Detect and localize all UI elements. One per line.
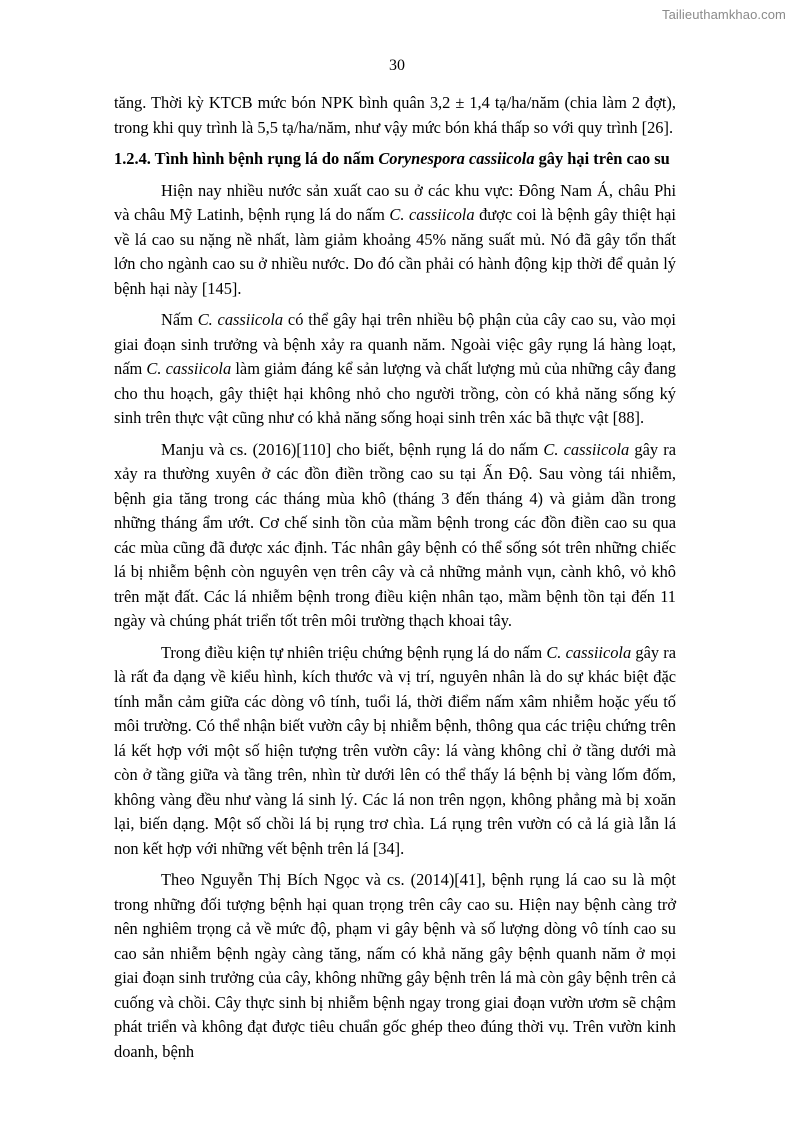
heading-text-end: gây hại trên cao su: [534, 149, 670, 168]
paragraph-1: [114, 179, 676, 302]
paragraph-text: Theo Nguyễn Thị Bích Ngọc và cs. (2014)[41], bệnh rụng lá cao su là một trong những đối tượng bệnh hại quan trọng trên cây cao su. Hiện nay bệnh càng trở nên nghiêm trọng cả về mức độ, phạm vi gây bệnh và số lượng dòng vô tính cao su cao sản nhiễm bệnh ngày càng tăng, nấm có khả năng gây bệnh quanh năm ở mọi giai đoạn sinh trưởng của cây, không những gây bệnh trên lá mà còn gây bệnh trên cả cuống và chồi. Cây thực sinh bị nhiễm bệnh ngay trong giai đoạn vườn ươm sẽ chậm phát triển và không đạt được tiêu chuẩn gốc ghép theo đúng thời vụ. Trên vườn kinh doanh, bệnh: [114, 870, 676, 1061]
paragraph-text: làm giảm đáng kể sản lượng và chất lượng mủ của những cây đang cho thu hoạch, gây thiệt hại không nhỏ cho người trồng, còn có khả năng sống ký sinh trên thực vật cũng như có khả năng sống hoại sinh trên xác bã thực vật [88].: [114, 359, 676, 427]
species-name: C. cassiicola: [389, 205, 475, 224]
heading-species: Corynespora cassiicola: [378, 149, 535, 168]
section-heading: [114, 147, 676, 172]
watermark: Tailieuthamkhao.com: [661, 7, 786, 22]
species-name: C. cassiicola: [197, 310, 284, 329]
continuation-paragraph: tăng. Thời kỳ KTCB mức bón NPK bình quân 3,2 ± 1,4 tạ/ha/năm (chia làm 2 đợt), trong khi quy trình là 5,5 tạ/ha/năm, như vậy mức bón khá thấp so với quy trình [26].: [114, 93, 676, 137]
paragraph-text: Manju và cs. (2016)[110] cho biết, bệnh rụng lá do nấm: [161, 439, 544, 459]
paragraph-5: [114, 868, 676, 1064]
paragraph-text: Nấm: [161, 310, 198, 329]
paragraph-text: gây ra là rất đa dạng về kiểu hình, kích thước và vị trí, nguyên nhân là do sự khác biệt đặc tính mẫn cảm giữa các dòng vô tính, tuổi lá, thời điểm nấm xâm nhiễm hoặc yếu tố môi trường. Có thể nhận biết vườn cây bị nhiễm bệnh, thông qua các triệu chứng trên lá kết hợp với một số hiện tượng trên vườn cây: lá vàng không chỉ ở tầng dưới mà còn ở tầng giữa và tầng trên, nhìn từ dưới lên có thể thấy lá bệnh bị vàng lốm đốm, không vàng đều như vàng lá sinh lý. Các lá non trên ngọn, không phẳng mà bị xoăn lại, biến dạng. Một số chồi lá bị rụng trơ chìa. Lá rụng trên vườn có cả lá già lẫn lá non kết hợp với những vết bệnh trên lá [34].: [114, 642, 676, 858]
heading-text: 1.2.4. Tình hình bệnh rụng lá do nấm: [114, 149, 379, 168]
paragraph-text: gây ra xảy ra thường xuyên ở các đồn điền trồng cao su tại Ấn Độ. Sau vòng tái nhiễm, bệnh gia tăng trong các tháng mùa khô (tháng 3 đến tháng 4) và giảm dần trong những tháng ẩm ướt. Cơ chế sinh tồn của mầm bệnh trong các đồn điền cao su qua các mùa cũng đã được xác định. Tác nhân gây bệnh có thể sống sót trên những chiếc lá bị nhiễm bệnh còn nguyên vẹn trên cây và cả những mảnh vụn, cành khô, vỏ khô trên mặt đất. Các lá nhiễm bệnh trong điều kiện nhân tạo, mầm bệnh tồn tại đến 11 ngày và chúng phát triển tốt trên môi trường thạch khoai tây.: [114, 439, 676, 630]
species-name: C. cassiicola: [546, 642, 632, 662]
paragraph-text: được coi là bệnh gây thiệt hại về lá cao su nặng nề nhất, làm giảm khoảng 45% năng suất mủ. Nó đã gây tổn thất lớn cho ngành cao su ở nhiều nước. Do đó cần phải có hành động kịp thời để quản lý bệnh hại này [145].: [114, 205, 676, 298]
paragraph-text: Trong điều kiện tự nhiên triệu chứng bệnh rụng lá do nấm: [161, 642, 547, 662]
paragraph-4: [114, 641, 676, 862]
species-name: C. cassiicola: [146, 359, 232, 378]
paragraph-text: có thể gây hại trên nhiều bộ phận của cây cao su, vào mọi giai đoạn sinh trưởng và bệnh xảy ra quanh năm. Ngoài việc gây rụng lá hàng loạt, nấm: [114, 310, 676, 378]
paragraph-text: Hiện nay nhiều nước sản xuất cao su ở các khu vực: Đông Nam Á, châu Phi và châu Mỹ Latinh, bệnh rụng lá do nấm: [114, 180, 676, 224]
page-number: 30: [389, 57, 405, 74]
species-name: C. cassiicola: [543, 439, 630, 459]
paragraph-3: [114, 438, 676, 634]
document-body: [114, 91, 676, 1071]
paragraph-2: [114, 308, 676, 431]
